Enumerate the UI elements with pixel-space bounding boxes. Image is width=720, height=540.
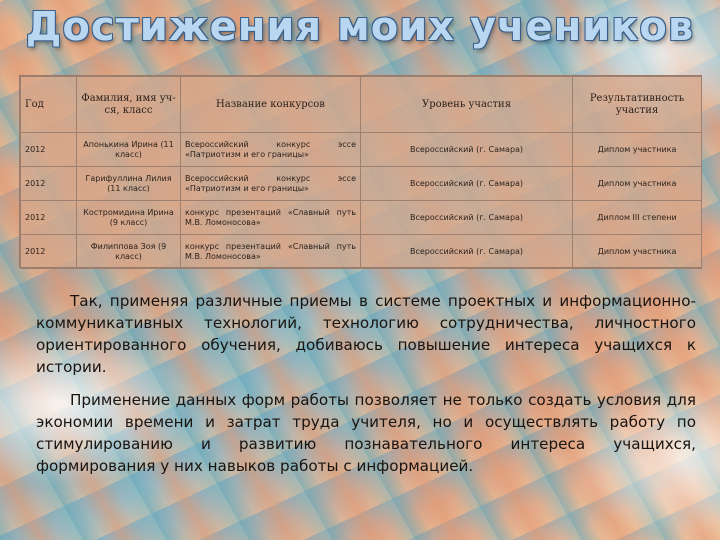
cell-name: Апонькина Ирина (11 класс) bbox=[77, 133, 181, 167]
table-row bbox=[21, 201, 702, 235]
cell-contest: Всероссийский конкурс эссе «Патриотизм и его границы» bbox=[181, 133, 361, 167]
cell-contest: Всероссийский конкурс эссе «Патриотизм и его границы» bbox=[181, 167, 361, 201]
header-contest: Название конкурсов bbox=[181, 77, 361, 133]
cell-year: 2012 bbox=[21, 201, 77, 235]
header-year: Год bbox=[21, 77, 77, 133]
cell-year: 2012 bbox=[21, 167, 77, 201]
cell-name: Костромидина Ирина (9 класс) bbox=[77, 201, 181, 235]
cell-name: Гарифуллина Лилия (11 класс) bbox=[77, 167, 181, 201]
cell-result: Диплом III степени bbox=[573, 201, 702, 235]
cell-level: Всероссийский (г. Самара) bbox=[361, 235, 573, 269]
cell-contest: конкурс презентаций «Славный путь М.В. Ломоносова» bbox=[181, 201, 361, 235]
cell-name: Филиппова Зоя (9 класс) bbox=[77, 235, 181, 269]
table-row bbox=[21, 235, 702, 269]
header-level: Уровень участия bbox=[361, 77, 573, 133]
header-result: Результативность участия bbox=[573, 77, 702, 133]
page-title: Достижения моих учеников bbox=[25, 4, 695, 50]
cell-year: 2012 bbox=[21, 133, 77, 167]
cell-contest: конкурс презентаций «Славный путь М.В. Ломоносова» bbox=[181, 235, 361, 269]
table-row bbox=[21, 167, 702, 201]
paragraph-text: Применение данных форм работы позволяет не только создать условия для экономии времени и затрат труда учителя, но и осуществлять работу по стимулированию и развитию познавательного интереса учащихся, формирования у них навыков работы с информацией. bbox=[36, 391, 696, 475]
cell-result: Диплом участника bbox=[573, 235, 702, 269]
cell-level: Всероссийский (г. Самара) bbox=[361, 167, 573, 201]
cell-level: Всероссийский (г. Самара) bbox=[361, 133, 573, 167]
header-name: Фамилия, имя уч-ся, класс bbox=[77, 77, 181, 133]
table-row bbox=[21, 133, 702, 167]
achievements-table bbox=[19, 75, 702, 268]
cell-result: Диплом участника bbox=[573, 133, 702, 167]
body-paragraph-1 bbox=[36, 290, 696, 378]
paragraph-text: Так, применяя различные приемы в системе проектных и информационно-коммуникативных технологий, технологию сотрудничества, личностного ориентированного обучения, добиваюсь повышение интереса учащихся к истории. bbox=[36, 292, 696, 376]
body-paragraph-2 bbox=[36, 389, 696, 477]
cell-level: Всероссийский (г. Самара) bbox=[361, 201, 573, 235]
cell-result: Диплом участника bbox=[573, 167, 702, 201]
table-header-row bbox=[21, 77, 702, 133]
cell-year: 2012 bbox=[21, 235, 77, 269]
